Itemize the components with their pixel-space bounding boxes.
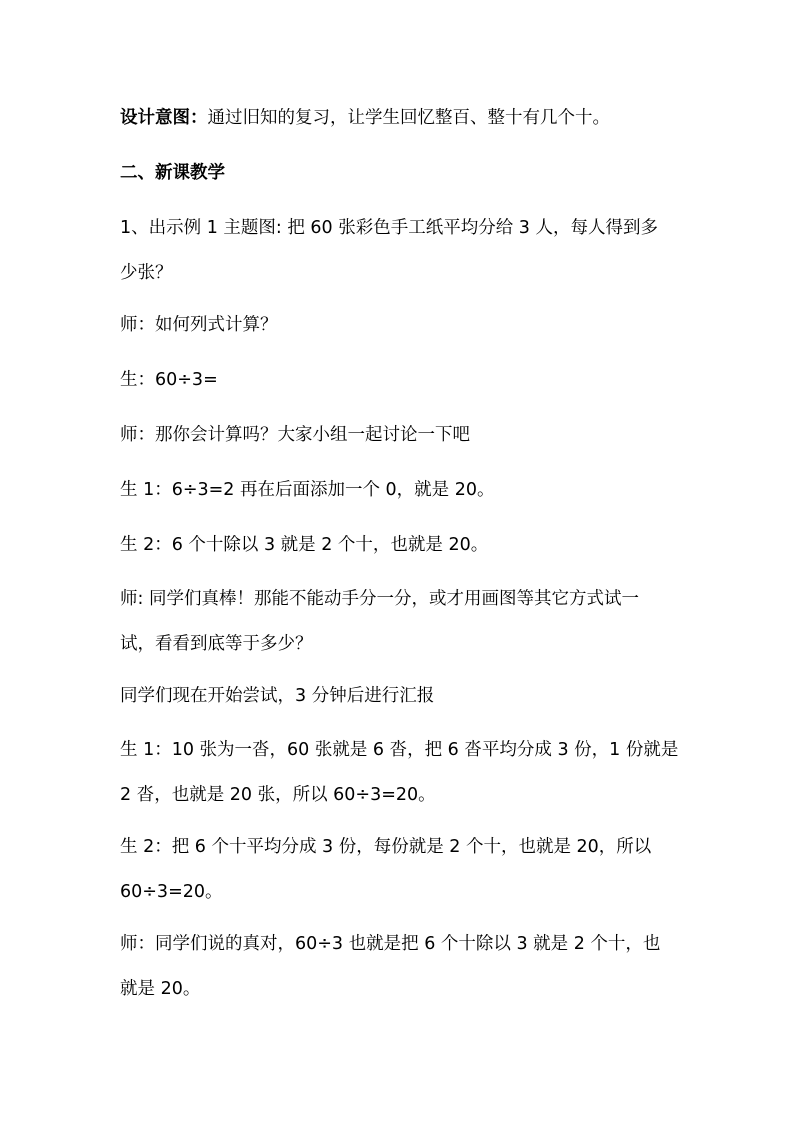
teacher-discussion: 师：那你会计算吗？大家小组一起讨论一下吧	[120, 425, 470, 445]
teacher-praise-line-1: 师: 同学们真棒！那能不能动手分一分，或才用画图等其它方式试一	[120, 589, 639, 609]
teacher-question: 师：如何列式计算？	[120, 315, 278, 335]
student-1-report-line-2: 2 沓，也就是 20 张，所以 60÷3=20。	[120, 785, 436, 805]
design-intent-label: 设计意图：	[120, 108, 208, 128]
student-1-report-line-1: 生 1：10 张为一沓，60 张就是 6 沓，把 6 沓平均分成 3 份，1 份就是	[120, 740, 679, 760]
design-intent-text: 通过旧知的复习，让学生回忆整百、整十有几个十。	[207, 108, 610, 128]
student-equation: 生：60÷3=	[120, 370, 218, 390]
student-2-report-line-2: 60÷3=20。	[120, 882, 223, 902]
student-1-answer: 生 1：6÷3=2 再在后面添加一个 0，就是 20。	[120, 480, 495, 500]
example-prompt-line-1: 1、出示例 1 主题图: 把 60 张彩色手工纸平均分给 3 人，每人得到多	[120, 218, 659, 238]
teacher-praise-line-2: 试，看看到底等于多少？	[120, 634, 313, 654]
design-intent-paragraph	[120, 107, 680, 129]
teacher-summary-line-2: 就是 20。	[120, 979, 201, 999]
class-instruction: 同学们现在开始尝试，3 分钟后进行汇报	[120, 686, 435, 706]
teacher-summary-line-1: 师：同学们说的真对，60÷3 也就是把 6 个十除以 3 就是 2 个十，也	[120, 934, 661, 954]
section-heading: 二、新课教学	[120, 163, 225, 183]
example-prompt-line-2: 少张？	[120, 263, 173, 283]
student-2-answer: 生 2：6 个十除以 3 就是 2 个十，也就是 20。	[120, 535, 489, 555]
student-2-report-line-1: 生 2：把 6 个十平均分成 3 份，每份就是 2 个十，也就是 20，所以	[120, 837, 652, 857]
